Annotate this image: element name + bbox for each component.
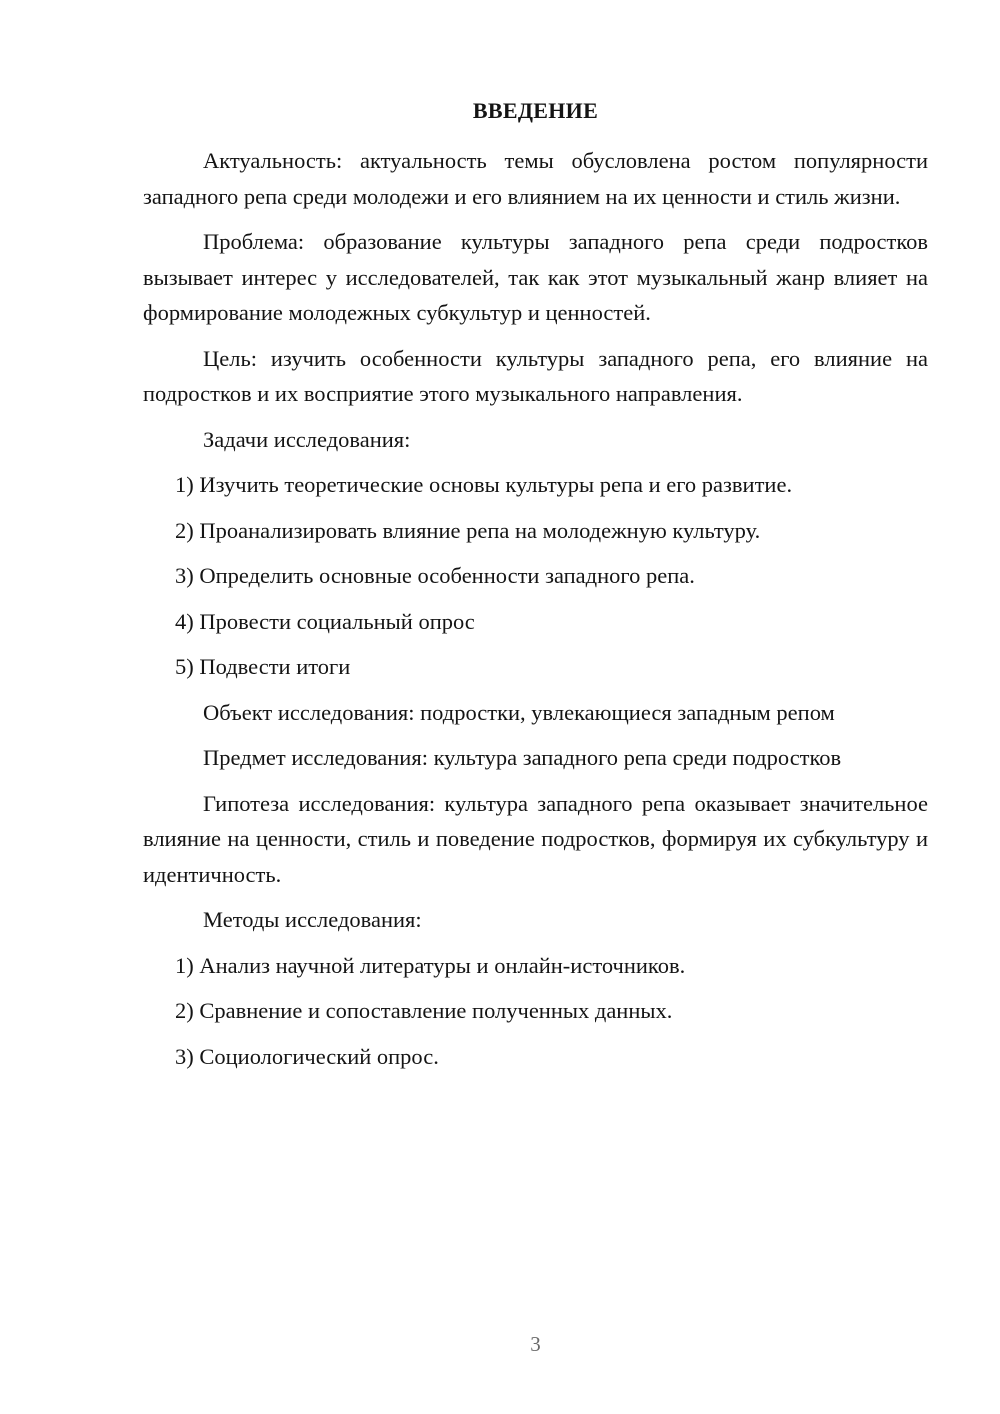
methods-heading: Методы исследования: [203,907,422,932]
list-item-task-1: 1) Изучить теоретические основы культуры репа и его развитие. [175,472,793,497]
page-number: 3 [530,1332,541,1356]
object-paragraph: Объект исследования: подростки, увлекающиеся западным репом [203,699,835,725]
tasks-heading: Задачи исследования: [203,426,411,452]
list-item-task-5: 5) Подвести итоги [175,654,351,679]
document-page [143,0,928,1414]
subject-paragraph: Предмет исследования: культура западного репа среди подростков [203,745,842,770]
goal-paragraph: Цель: изучить особенности культуры западного репа, его влияние на подростков и их восприятие этого музыкального направления. [143,345,928,406]
list-item-method-2: 2) Сравнение и сопоставление полученных данных. [175,998,673,1023]
document-body [143,143,928,1084]
list-item-task-2: 2) Проанализировать влияние репа на молодежную культуру. [175,517,761,543]
relevance-paragraph: Актуальность: актуальность темы обусловлена ростом популярности западного репа среди молодежи и его влиянием на их ценности и стиль жизни. [143,148,928,209]
list-item-method-1: 1) Анализ научной литературы и онлайн-источников. [175,952,686,978]
page-title: ВВЕДЕНИЕ [472,98,599,123]
problem-paragraph: Проблема: образование культуры западного репа среди подростков вызывает интерес у исследователей, так как этот музыкальный жанр влияет на формирование молодежных субкультур и ценностей. [143,229,928,325]
list-item-task-3: 3) Определить основные особенности западного репа. [175,563,695,588]
hypothesis-paragraph: Гипотеза исследования: культура западного репа оказывает значительное влияние на ценности, стиль и поведение подростков, формируя их субкультуру и идентичность. [143,790,928,887]
list-item-task-4: 4) Провести социальный опрос [175,608,475,634]
tasks-list [143,467,928,685]
list-item-method-3: 3) Социологический опрос. [175,1043,439,1069]
methods-list [143,948,928,1075]
